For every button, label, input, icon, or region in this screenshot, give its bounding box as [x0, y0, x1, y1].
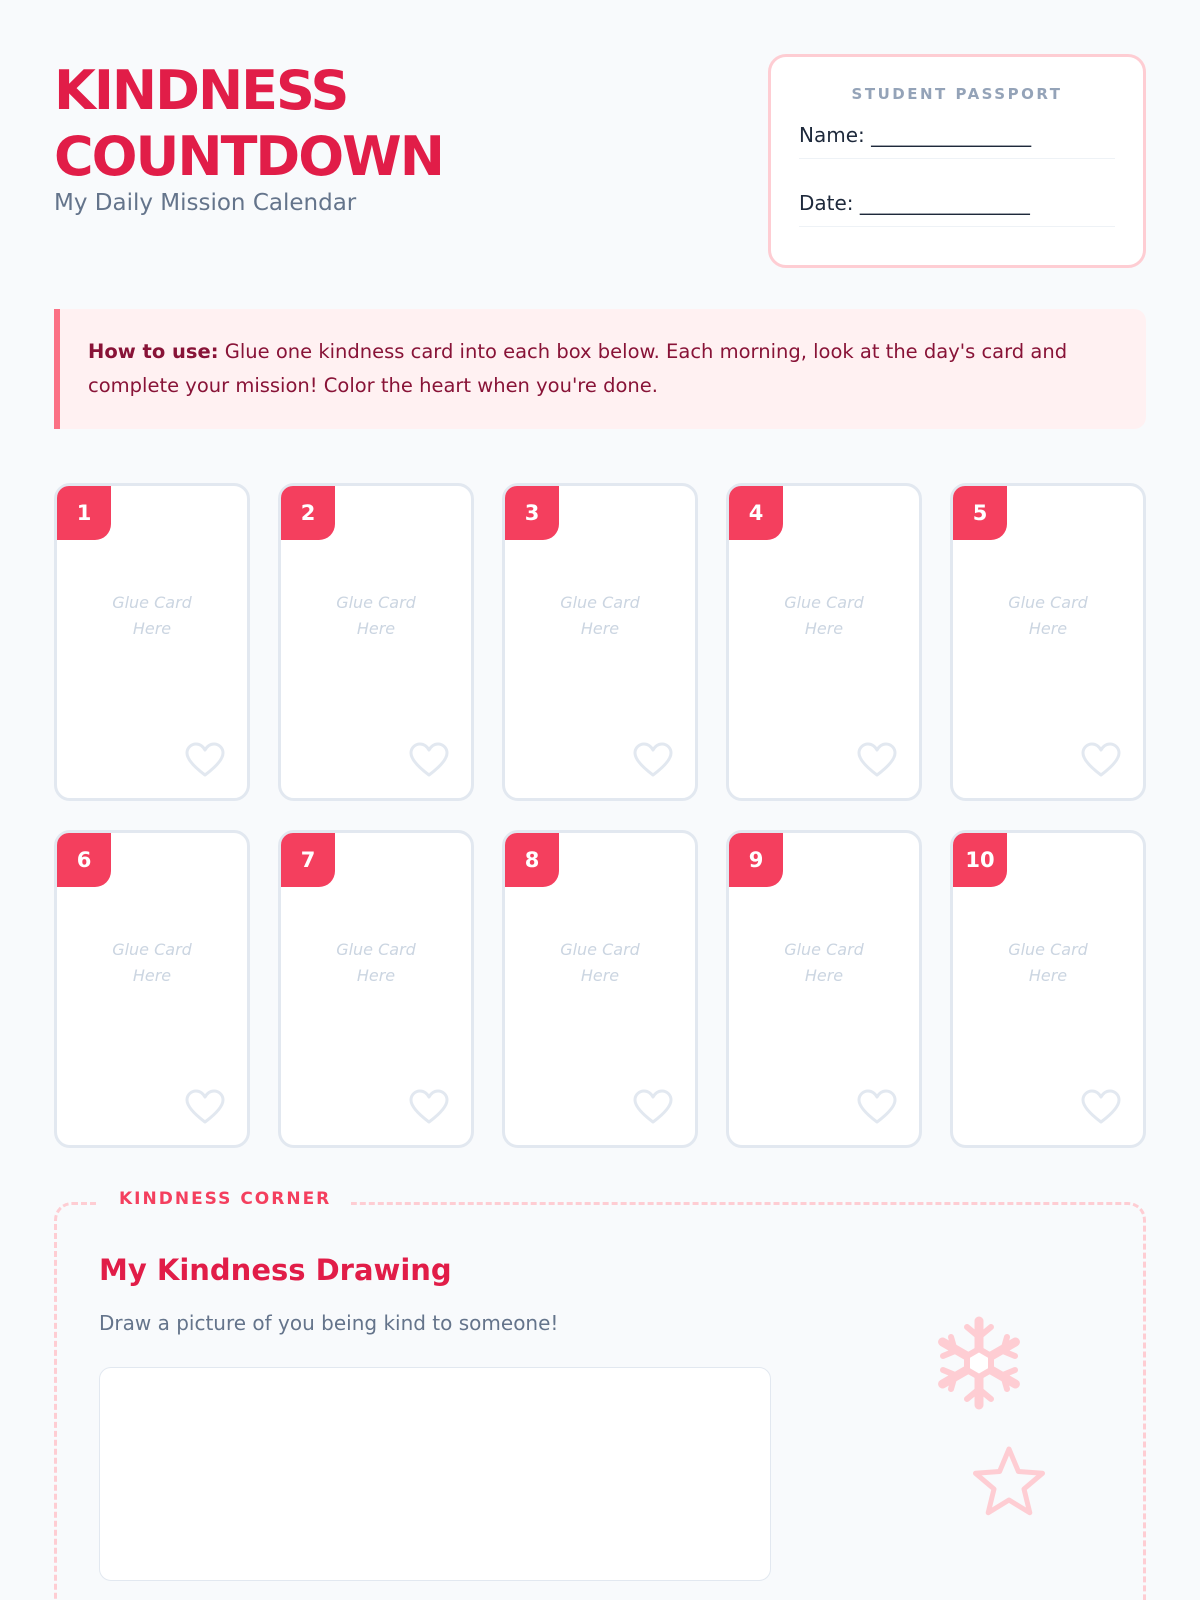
glue-line-1: Glue Card: [336, 940, 416, 959]
corner-title: My Kindness Drawing: [99, 1253, 452, 1287]
glue-line-2: Here: [132, 619, 172, 638]
drawing-box[interactable]: [99, 1367, 771, 1581]
glue-line-1: Glue Card: [560, 940, 640, 959]
glue-line-2: Here: [580, 966, 620, 985]
heart-outline-icon[interactable]: [857, 1089, 897, 1125]
heart-outline-icon[interactable]: [633, 1089, 673, 1125]
glue-placeholder: [505, 590, 695, 642]
day-card[interactable]: [502, 483, 698, 801]
glue-placeholder: [729, 590, 919, 642]
heart-outline-icon[interactable]: [1081, 742, 1121, 778]
glue-line-1: Glue Card: [560, 593, 640, 612]
glue-line-2: Here: [804, 619, 844, 638]
heart-outline-icon[interactable]: [857, 742, 897, 778]
day-number-badge: 10: [953, 833, 1007, 887]
heart-outline-icon[interactable]: [185, 742, 225, 778]
title-line-2: COUNTDOWN: [54, 125, 443, 188]
day-number-badge: 6: [57, 833, 111, 887]
instructions-lead: How to use:: [88, 340, 219, 363]
day-number-badge: 7: [281, 833, 335, 887]
day-card[interactable]: [54, 830, 250, 1148]
glue-line-1: Glue Card: [112, 940, 192, 959]
day-card[interactable]: [278, 483, 474, 801]
day-number-badge: 8: [505, 833, 559, 887]
title-line-1: KINDNESS: [54, 59, 348, 122]
day-card[interactable]: [278, 830, 474, 1148]
day-number-badge: 2: [281, 486, 335, 540]
student-passport: [768, 54, 1146, 268]
calendar-grid: [54, 483, 1146, 1148]
star-icon: [969, 1443, 1049, 1523]
day-number-badge: 9: [729, 833, 783, 887]
glue-line-2: Here: [804, 966, 844, 985]
glue-placeholder: [57, 937, 247, 989]
heart-outline-icon[interactable]: [409, 1089, 449, 1125]
glue-line-1: Glue Card: [1008, 593, 1088, 612]
glue-placeholder: [505, 937, 695, 989]
glue-line-2: Here: [1028, 966, 1068, 985]
glue-line-2: Here: [356, 619, 396, 638]
day-card[interactable]: [950, 830, 1146, 1148]
glue-line-1: Glue Card: [784, 593, 864, 612]
instructions-text: Glue one kindness card into each box below. Each morning, look at the day's card and complete your mission! Color the heart when you're done.: [88, 340, 1068, 397]
glue-line-1: Glue Card: [112, 593, 192, 612]
heart-outline-icon[interactable]: [409, 742, 449, 778]
glue-line-2: Here: [1028, 619, 1068, 638]
page-subtitle: My Daily Mission Calendar: [54, 190, 357, 216]
heart-outline-icon[interactable]: [1081, 1089, 1121, 1125]
glue-line-1: Glue Card: [784, 940, 864, 959]
passport-label: STUDENT PASSPORT: [851, 85, 1063, 103]
day-card[interactable]: [54, 483, 250, 801]
day-number-badge: 5: [953, 486, 1007, 540]
glue-placeholder: [953, 937, 1143, 989]
glue-placeholder: [281, 937, 471, 989]
snowflake-icon: [929, 1313, 1029, 1413]
heart-outline-icon[interactable]: [633, 742, 673, 778]
day-card[interactable]: [502, 830, 698, 1148]
glue-line-2: Here: [356, 966, 396, 985]
heart-outline-icon[interactable]: [185, 1089, 225, 1125]
kindness-corner: [54, 1189, 1146, 1600]
glue-placeholder: [281, 590, 471, 642]
day-number-badge: 3: [505, 486, 559, 540]
day-number-badge: 1: [57, 486, 111, 540]
glue-line-2: Here: [132, 966, 172, 985]
day-number-badge: 4: [729, 486, 783, 540]
glue-line-1: Glue Card: [1008, 940, 1088, 959]
instructions-callout: [54, 309, 1146, 429]
glue-line-2: Here: [580, 619, 620, 638]
page-title: [54, 58, 443, 190]
corner-label: KINDNESS CORNER: [99, 1189, 351, 1209]
day-card[interactable]: [726, 830, 922, 1148]
date-field[interactable]: Date: _________________: [799, 177, 1115, 227]
glue-placeholder: [57, 590, 247, 642]
day-card[interactable]: [950, 483, 1146, 801]
glue-line-1: Glue Card: [336, 593, 416, 612]
glue-placeholder: [953, 590, 1143, 642]
glue-placeholder: [729, 937, 919, 989]
corner-description: Draw a picture of you being kind to someone!: [99, 1311, 559, 1335]
name-field[interactable]: Name: ________________: [799, 109, 1115, 159]
day-card[interactable]: [726, 483, 922, 801]
